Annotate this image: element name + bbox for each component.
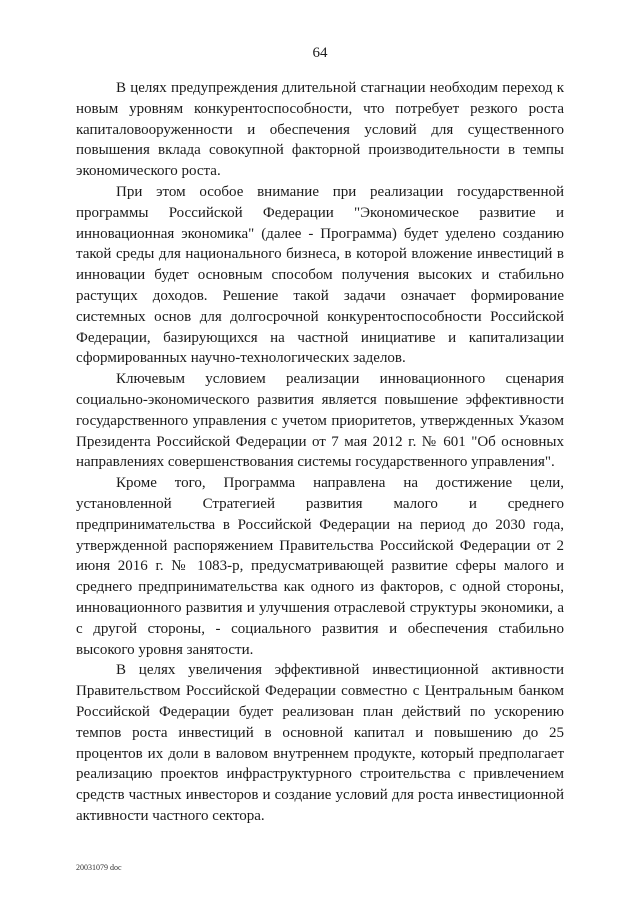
document-body	[76, 78, 564, 827]
paragraph-stagnation: В целях предупреждения длительной стагнации необходим переход к новым уровням конкурентоспособности, что потребует резкого роста капиталовооруженности и обеспечения условий для существенного повышения вклада совокупной факторной производительности в темпы экономического роста.	[76, 80, 564, 180]
footer-document-id: 20031079 doc	[76, 863, 122, 872]
paragraph-program-attention: При этом особое внимание при реализации государственной программы Российской Федерации "Экономическое развитие и инновационная экономика" (далее - Программа) будет уделено созданию такой среды для национального бизнеса, в которой вложение инвестиций в инновации будет основным способом получения высоких и стабильно растущих доходов. Решение такой задачи означает формирование системных основ для долгосрочной конкурентоспособности Российской Федерации, базирующихся на частной инициативе и капитализации сформированных научно-технологических заделов.	[76, 183, 564, 367]
paragraph-investment-plan: В целях увеличения эффективной инвестиционной активности Правительством Российской Федерации совместно с Центральным банком Российской Федерации будет реализован план действий по ускорению темпов роста инвестиций в основной капитал и повышению до 25 процентов их доли в валовом внутреннем продукте, который предполагает реализацию проектов инфраструктурного строительства с привлечением средств частных инвесторов и создание условий для роста инвестиционной активности частного сектора.	[76, 662, 564, 824]
paragraph-key-condition: Ключевым условием реализации инновационного сценария социально-экономического развития является повышение эффективности государственного управления с учетом приоритетов, утвержденных Указом Президента Российской Федерации от 7 мая 2012 г. № 601 "Об основных направлениях совершенствования системы государственного управления".	[76, 371, 564, 471]
paragraph-sme-strategy: Кроме того, Программа направлена на достижение цели, установленной Стратегией развития малого и среднего предпринимательства в Российской Федерации на период до 2030 года, утвержденной распоряжением Правительства Российской Федерации от 2 июня 2016 г. № 1083-р, предусматривающей развитие сферы малого и среднего предпринимательства как одного из факторов, с одной стороны, инновационного развития и улучшения отраслевой структуры экономики, а с другой стороны, - социального развития и обеспечения стабильно высокого уровня занятости.	[76, 475, 564, 658]
page-number: 64	[312, 45, 328, 61]
